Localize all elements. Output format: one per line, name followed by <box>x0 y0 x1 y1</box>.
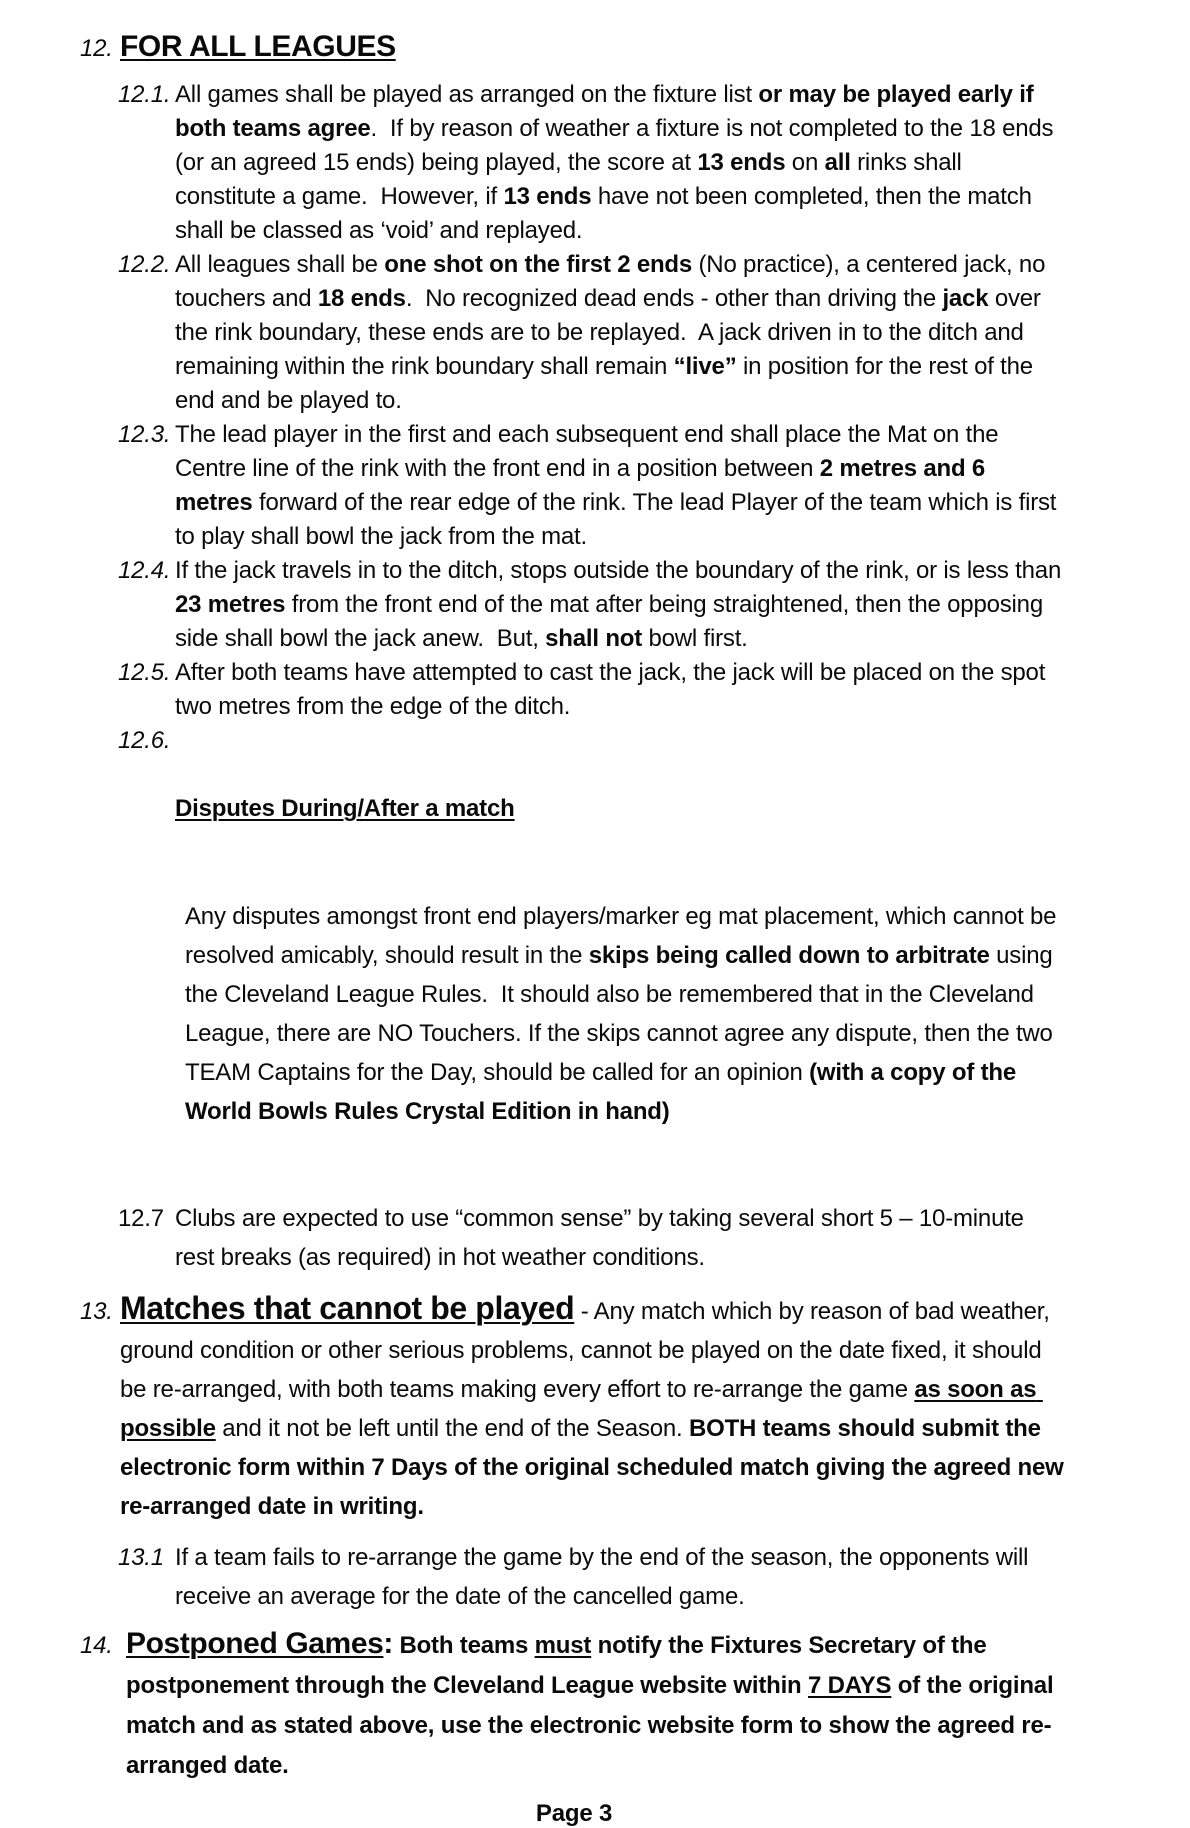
rule-12-3-text: The lead player in the first and each subsequent end shall place the Mat on the Centre line of the rink with the front end in a position between 2 metres and 6 metres forward of the rear edge of the rink. The lead Player of the team which is first to play shall bowl the jack from the mat. <box>175 421 1063 550</box>
rule-12-1 <box>80 78 1068 248</box>
spacer <box>80 1616 1068 1624</box>
rule-13-1-number: 13.1 <box>118 1544 164 1571</box>
section-14-text: Postponed Games: Both teams must notify the Fixtures Secretary of the postponement through the Cleveland League website within 7 DAYS of the original match and as stated above, use the electronic website form to show the agreed re-arranged date. <box>126 1627 1060 1779</box>
rule-12-6-text: Any disputes amongst front end players/marker eg mat placement, which cannot be resolved amicably, should result in the skips being called down to arbitrate using the Cleveland League Rules. It should also be remembered that in the Cleveland League, there are NO Touchers. If the skips cannot agree any dispute, then the two TEAM Captains for the Day, should be called for an opinion (with a copy of the World Bowls Rules Crystal Edition in hand) <box>185 903 1063 1125</box>
rule-12-7-number: 12.7 <box>118 1205 164 1232</box>
section-14-number: 14. <box>80 1632 113 1659</box>
rule-12-2-number: 12.2. <box>118 251 171 278</box>
rule-12-7-text: Clubs are expected to use “common sense” by taking several short 5 – 10-minute rest breaks (as required) in hot weather conditions. <box>175 1205 1031 1271</box>
page-number: Page 3 <box>535 1800 613 1827</box>
rule-12-4-text: If the jack travels in to the ditch, stops outside the boundary of the rink, or is less than 23 metres from the front end of the mat after being straightened, then the opposing side shall bowl the jack anew. But, shall not bowl first. <box>175 557 1068 652</box>
rule-12-5-text: After both teams have attempted to cast the jack, the jack will be placed on the spot two metres from the edge of the ditch. <box>175 659 1052 720</box>
rule-12-5-number: 12.5. <box>118 659 171 686</box>
section-13 <box>80 1289 1071 1526</box>
spacer <box>80 1277 1068 1289</box>
rule-12-6-title: Disputes During/After a match <box>175 795 515 822</box>
rule-12-2 <box>80 248 1068 418</box>
section-13-number: 13. <box>80 1298 113 1325</box>
rule-12-1-number: 12.1. <box>118 81 171 108</box>
rule-12-4 <box>80 554 1068 656</box>
section-12-number: 12. <box>80 35 113 62</box>
rule-12-5 <box>80 656 1068 724</box>
spacer <box>80 1526 1068 1538</box>
rule-12-3 <box>80 418 1068 554</box>
section-13-text: Matches that cannot be played - Any match which by reason of bad weather, ground condition or other serious problems, cannot be played on the date fixed, it should be re-arranged, with both teams making every effort to re-arrange the game as soon as possible and it not be left until the end of the Season. BOTH teams should submit the electronic form within 7 Days of the original scheduled match giving the agreed new re-arranged date in writing. <box>120 1290 1071 1520</box>
section-12-title: FOR ALL LEAGUES <box>120 30 396 63</box>
rule-12-2-text: All leagues shall be one shot on the first 2 ends (No practice), a centered jack, no touchers and 18 ends. No recognized dead ends - other than driving the jack over the rink boundary, these ends are to be replayed. A jack driven in to the ditch and remaining within the rink boundary shall remain “live” in position for the rest of the end and be played to. <box>175 251 1052 414</box>
rule-13-1-text: If a team fails to re-arrange the game by the end of the season, the opponents will receive an average for the date of the cancelled game. <box>175 1544 1035 1610</box>
rule-12-3-number: 12.3. <box>118 421 171 448</box>
section-14 <box>80 1624 1068 1786</box>
rule-12-6-number: 12.6. <box>118 727 171 754</box>
section-12-heading <box>80 30 1068 64</box>
rule-12-1-text: All games shall be played as arranged on the fixture list or may be played early if both teams agree. If by reason of weather a fixture is not completed to the 18 ends (or an agreed 15 ends) being played, the score at 13 ends on all rinks shall constitute a game. However, if 13 ends have not been completed, then the match shall be classed as ‘void’ and replayed. <box>175 81 1060 244</box>
rule-12-6 <box>80 724 1068 1199</box>
rule-13-1 <box>80 1538 1068 1616</box>
rule-12-7 <box>80 1199 1068 1277</box>
rule-12-4-number: 12.4. <box>118 557 171 584</box>
